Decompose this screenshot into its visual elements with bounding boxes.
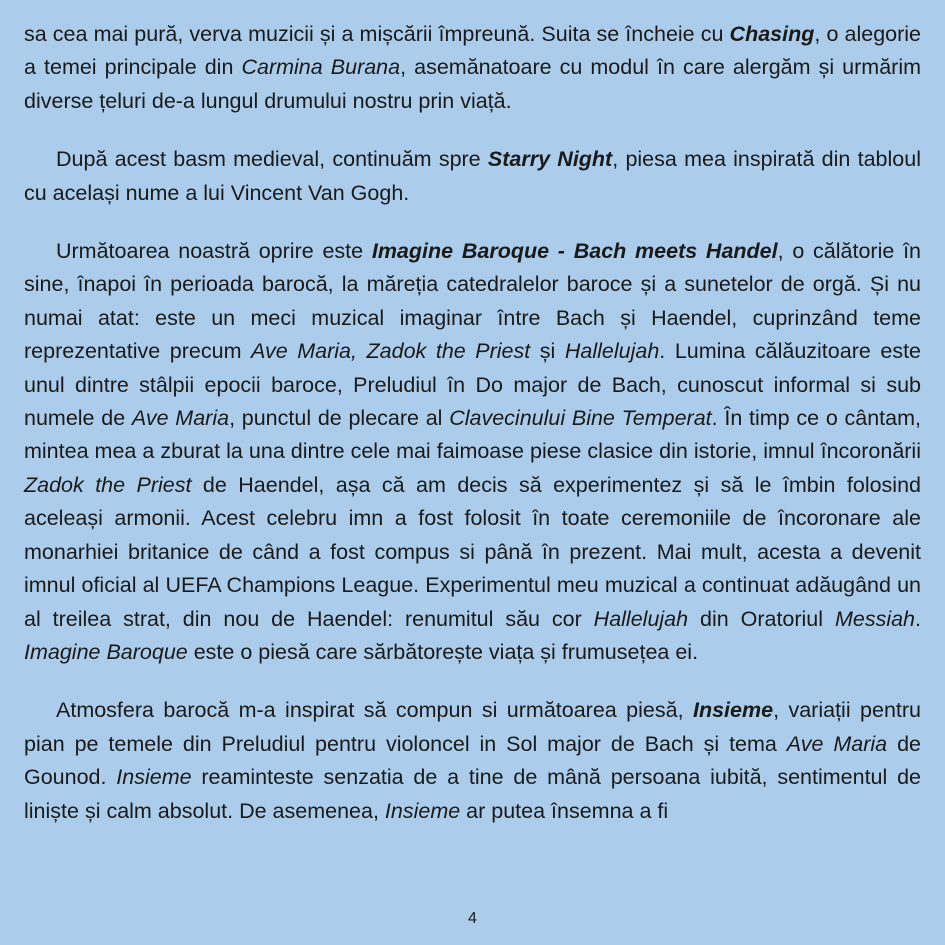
- text-segment: reaminteste senzatia de a tine de mână persoana iubită, sentimentul de liniște și calm absolut. De asemenea,: [24, 765, 921, 823]
- work-title-carmina-burana: Carmina Burana: [241, 55, 401, 80]
- work-title-messiah: Messiah: [834, 606, 916, 631]
- piece-title-starry-night: Starry Night: [487, 147, 613, 172]
- text-segment: , o alegorie a temei principale din: [24, 22, 921, 80]
- paragraph-imagine-baroque: [24, 235, 921, 669]
- work-title-imagine-baroque: Imagine Baroque: [24, 639, 188, 664]
- work-title-insieme: Insieme: [384, 798, 461, 823]
- paragraph-starry-night: [24, 143, 921, 210]
- text-segment: de Gounod.: [24, 731, 921, 790]
- text-segment: și: [530, 339, 565, 364]
- piece-title-insieme: Insieme: [692, 698, 774, 723]
- page-number: 4: [468, 910, 477, 927]
- text-segment: , asemănatoare cu modul în care alergăm și urmărim diverse țeluri de-a lungul drumului nostru prin viață.: [24, 55, 922, 113]
- text-segment: Atmosfera barocă m-a inspirat să compun si următoarea piesă,: [56, 698, 693, 723]
- text-segment: După acest basm medieval, continuăm spre: [56, 147, 488, 172]
- page-content: [24, 18, 921, 828]
- paragraph-insieme: [24, 694, 921, 828]
- work-title-ave-maria-gounod: Ave Maria: [786, 731, 888, 756]
- text-segment: din Oratoriul: [688, 606, 835, 631]
- text-segment: Următoarea noastră oprire este: [56, 239, 372, 264]
- text-segment: . Lumina călăuzitoare este unul dintre stâlpii epocii baroce, Preludiul în Do major de Bach, cunoscut informal si sub numele de: [24, 339, 921, 431]
- text-segment: , o călătorie în sine, înapoi în perioada barocă, la măreția catedralelor baroce și a sunetelor de orgă. Și nu numai atat: este un meci muzical imaginar între Bach și Haendel, cuprinzând teme reprezentative precum: [24, 239, 922, 364]
- text-segment: ar putea însemna a fi: [460, 798, 669, 823]
- text-segment: este o piesă care sărbătorește viața și frumusețea ei.: [187, 639, 699, 664]
- piece-title-imagine-baroque: Imagine Baroque - Bach meets Handel: [371, 239, 778, 264]
- text-segment: , punctul de plecare al: [229, 406, 450, 431]
- work-title-hallelujah: Hallelujah: [593, 606, 689, 631]
- piece-title-chasing: Chasing: [729, 22, 815, 46]
- work-title-ave-maria: Ave Maria: [131, 406, 230, 431]
- text-segment: . În timp ce o cântam, mintea mea a zburat la una dintre cele mai faimoase piese clasice din istorie, imnul încoronării: [24, 406, 921, 464]
- text-segment: de Haendel, așa că am decis să experimentez și să le îmbin folosind aceleași armonii. Acest celebru imn a fost folosit în toate ceremoniile de încoronare ale monarhiei britanice de când a fost compus si până în prezent. Mai mult, acesta a devenit imnul oficial al UEFA Champions League. Experimentul meu muzical a continuat adăugând un al treilea strat, din nou de Haendel: renumitul său cor: [24, 472, 922, 631]
- work-title-clavecinul: Clavecinului Bine Temperat: [449, 406, 712, 431]
- work-title-zadok-the-priest: Zadok the Priest: [24, 472, 192, 497]
- work-title-hallelujah: Hallelujah: [564, 339, 660, 364]
- text-segment: , piesa mea inspirată din tabloul cu același nume a lui Vincent Van Gogh.: [24, 147, 921, 205]
- work-title-insieme: Insieme: [116, 765, 192, 790]
- text-segment: .: [915, 606, 921, 631]
- text-segment: sa cea mai pură, verva muzicii și a mișcării împreună. Suita se încheie cu: [24, 22, 730, 46]
- text-segment: , variații pentru pian pe temele din Preludiul pentru violoncel in Sol major de Bach și tema: [24, 698, 921, 756]
- paragraph-suite-ending: [24, 18, 921, 118]
- work-title-ave-maria-zadok: Ave Maria, Zadok the Priest: [251, 339, 531, 364]
